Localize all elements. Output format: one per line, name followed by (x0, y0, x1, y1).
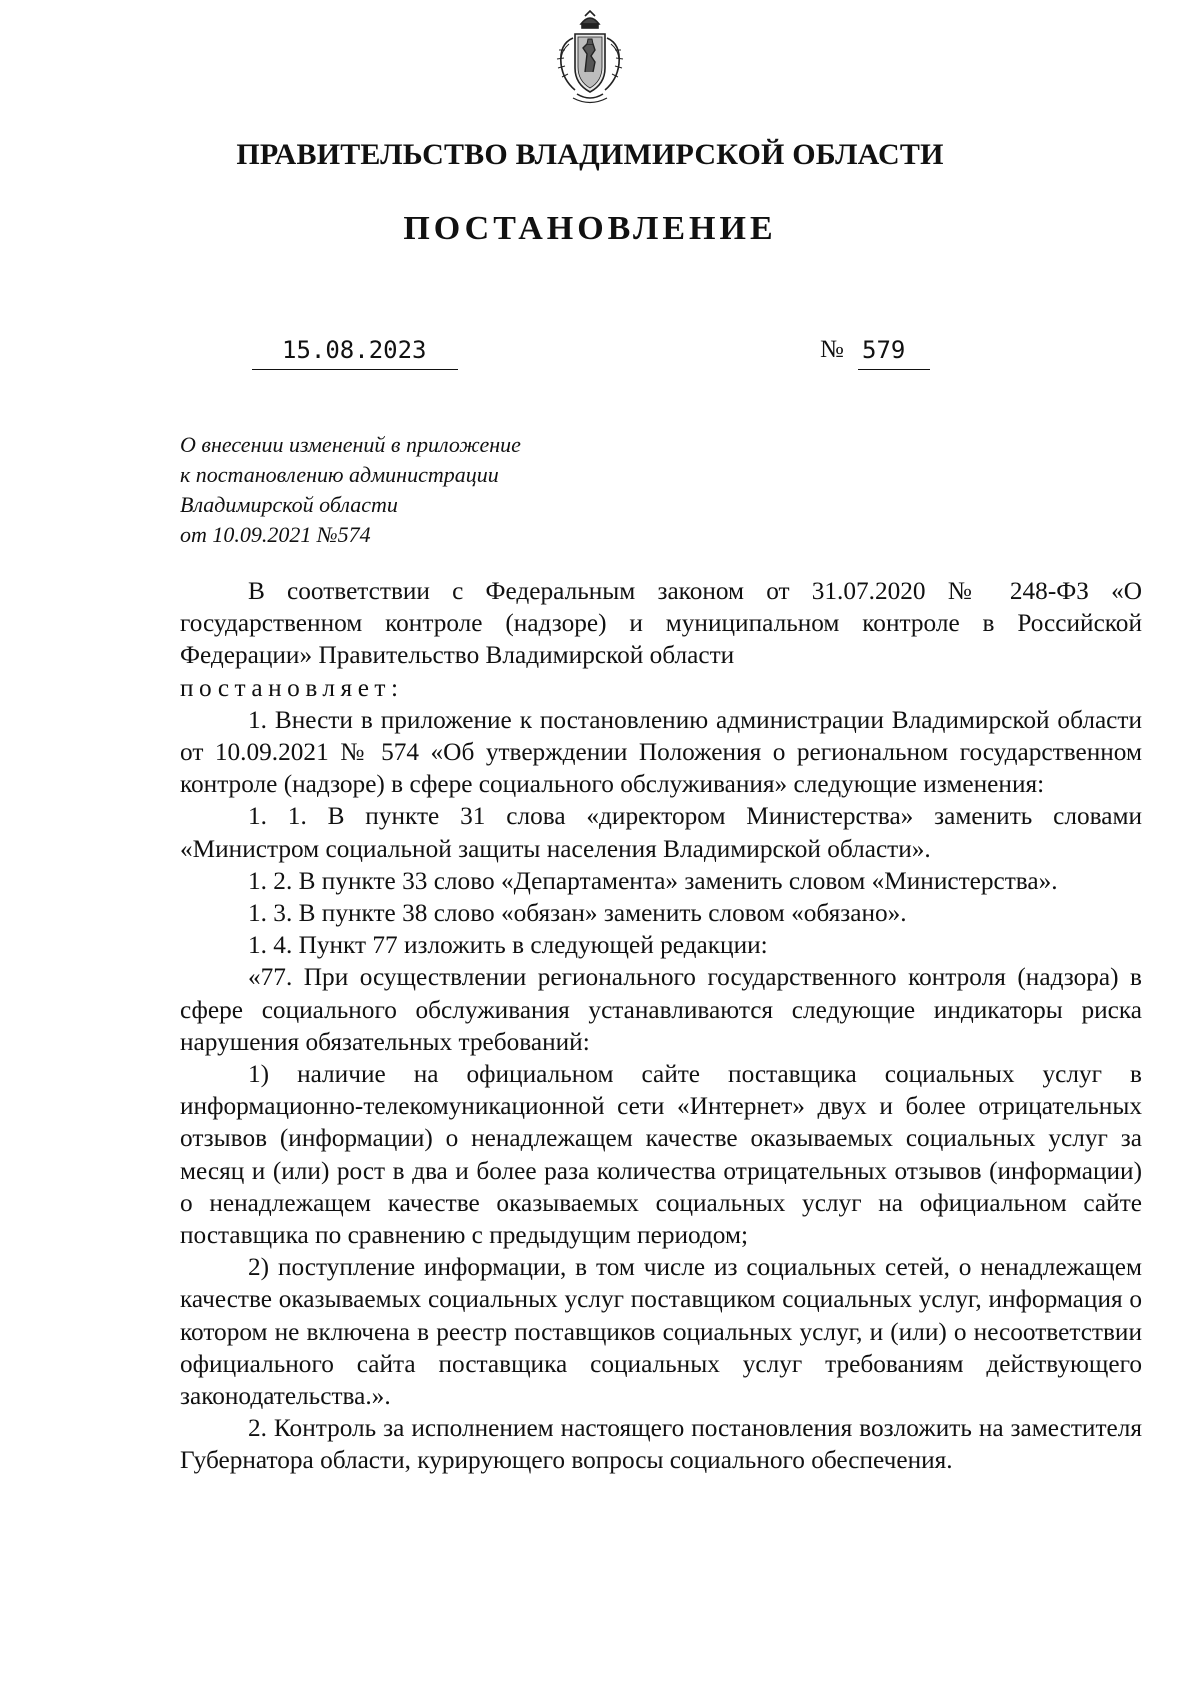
subject-line: к постановлению администрации (180, 462, 499, 487)
subject-line: О внесении изменений в приложение (180, 432, 521, 457)
coat-of-arms-icon (545, 10, 635, 110)
document-type-title: ПОСТАНОВЛЕНИЕ (403, 210, 777, 247)
document-number-field (820, 336, 930, 372)
preamble-paragraph: В соответствии с Федеральным законом от 31.07.2020 № 248-ФЗ «О государственном контроле (надзоре) и муниципальном контроле в Российской Федерации» Правительство Владимирской области (180, 577, 1142, 670)
decree-word: постановляет: (180, 673, 404, 702)
clause-77: «77. При осуществлении регионального государственного контроля (надзора) в сфере социального обслуживания устанавливаются следующие индикаторы риска нарушения обязательных требований: (180, 963, 1142, 1056)
clause-77-item-2: 2) поступление информации, в том числе из социальных сетей, о ненадлежащем качестве оказываемых социальных услуг поставщиком социальных услуг, информация о котором не включена в реестр поставщиков социальных услуг, и (или) о несоответствии официального сайта поставщика социальных услуг требованиям действующего законодательства.». (180, 1253, 1142, 1411)
clause-1-2: 1. 2. В пункте 33 слово «Департамента» заменить словом «Министерства». (248, 866, 1058, 895)
clause-1-3: 1. 3. В пункте 38 слово «обязан» заменить словом «обязано». (248, 899, 907, 928)
clause-2: 2. Контроль за исполнением настоящего постановления возложить на заместителя Губернатора области, курирующего вопросы социального обеспечения. (180, 1414, 1142, 1475)
clause-1-1: 1. 1. В пункте 31 слова «директором Министерства» заменить словами «Министром социальной защиты населения Владимирской области». (180, 802, 1142, 863)
document-body (180, 575, 1142, 1477)
document-date: 15.08.2023 (282, 336, 427, 364)
clause-1: 1. Внести в приложение к постановлению администрации Владимирской области от 10.09.2021 № 574 «Об утверждении Положения о региональном государственном контроле (надзоре) в сфере социального обслуживания» следующие изменения: (180, 705, 1142, 799)
subject-line: Владимирской области (180, 492, 398, 517)
clause-77-item-1: 1) наличие на официальном сайте поставщика социальных услуг в информационно-телекомуникационной сети «Интернет» двух и более отрицательных отзывов (информации) о ненадлежащем качестве оказываемых социальных услуг за месяц и (или) рост в два и более раза количества отрицательных отзывов (информации) о ненадлежащем качестве оказываемых социальных услуг на официальном сайте поставщика по сравнению с предыдущим периодом; (180, 1060, 1142, 1250)
organization-title: ПРАВИТЕЛЬСТВО ВЛАДИМИРСКОЙ ОБЛАСТИ (236, 138, 944, 171)
document-subject (180, 430, 600, 550)
clause-1-4: 1. 4. Пункт 77 изложить в следующей редакции: (248, 931, 768, 960)
subject-line: от 10.09.2021 №574 (180, 522, 371, 547)
document-number: 579 (862, 336, 906, 364)
date-underline (252, 369, 458, 370)
number-underline (858, 369, 930, 370)
document-date-field (252, 336, 458, 372)
number-sign: № (820, 336, 844, 363)
